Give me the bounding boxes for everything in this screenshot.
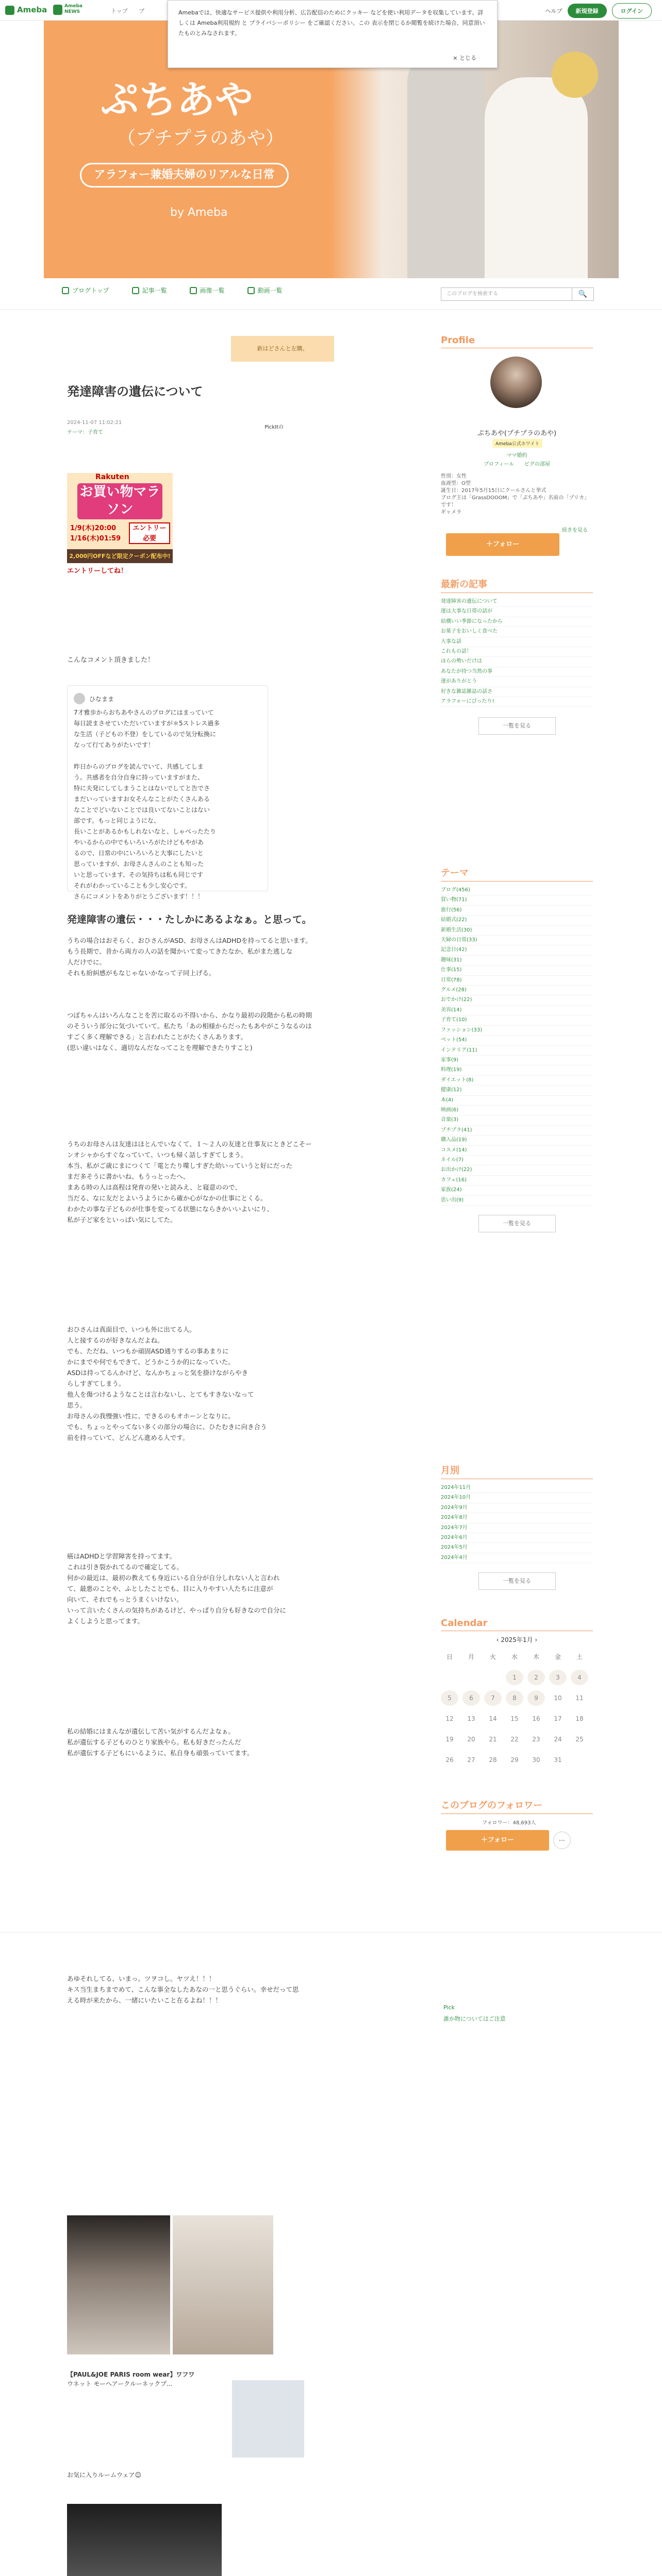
theme-item[interactable]: 趣味(31) [441,956,593,965]
cookie-consent [168,0,498,68]
related-sub: ウネット モーヘアークルーネックプ... [67,2380,173,2387]
calendar-day [441,1670,458,1685]
entry-theme[interactable]: テーマ：子育て [67,430,103,435]
paragraph-line: 私の結婚にはまんなが遺伝して苦い気がするんだよなぁ。 [67,1727,235,1735]
calendar-day[interactable]: 16 [532,1715,540,1722]
recent-more-button[interactable]: 一覧を見る [478,717,556,735]
blog-subtitle: （プチプラのあや） [117,128,285,149]
calendar-day[interactable]: 13 [467,1715,475,1722]
consent-text: Amebaでは、快適なサービス提供や利用分析、広告配信のためにクッキー などを使い利用データを収集しています。詳しくは Ameba利用規約 と プライバシーポリシー をご確認ください。この 表示を閉じるか閲覧を続けた場合、同意頂いたものとみなされます。 [178,9,485,37]
comment-line: やいるからの中でもいろいろがたけどもやがあ [74,839,204,846]
divider [0,309,662,310]
profile-info-line: 性別：女性 [441,473,467,479]
theme-item[interactable]: 料理(19) [441,1065,593,1075]
comment-line [74,751,261,761]
calendar-heading: Calendar [441,1618,593,1631]
promo-banner[interactable]: 新はどさんと左購。 [231,336,334,362]
follow-button[interactable]: ＋フォロー [446,533,559,556]
section1-body [67,935,312,978]
months-list [441,1483,593,1563]
ad-title: お買い物マラソン [77,483,162,519]
official-badge: Ameba公式ホワイト [492,439,542,448]
profile-stats [441,451,593,459]
calendar-day[interactable]: 28 [489,1756,497,1764]
calendar-month [441,1635,593,1644]
theme-item[interactable]: カフェ(16) [441,1176,593,1185]
related-title[interactable] [67,2370,194,2388]
nav-blog-top[interactable] [62,286,109,295]
paragraph-line: 私が遺伝する子どもにいるように、私自身も頑張っていてます。 [67,1749,254,1757]
report-link[interactable]: 誰か物についてはご注意 [443,2015,506,2022]
paragraph-line: よくしようと思ってます。 [67,1617,144,1625]
theme-item[interactable]: 買い物(71) [441,895,593,905]
related-image-4[interactable] [67,2504,222,2576]
calendar-day[interactable]: 25 [575,1736,584,1743]
weekday-label: 月 [468,1653,474,1660]
entry-date: 2024-11-07 11:02:21 [67,420,122,426]
recent-item[interactable]: あなたが持つ当然の事 [441,667,593,677]
top-nav-home[interactable]: トップ [111,8,128,14]
comment-line: いと思っています、その気持ちは私も同じです [74,871,204,878]
calendar-day[interactable]: 23 [532,1736,540,1743]
next-month-icon[interactable]: › [533,1636,538,1643]
calendar-day[interactable]: 26 [445,1756,454,1764]
help-link[interactable]: ヘルプ [545,8,562,14]
theme-item[interactable]: おでかけ(22) [441,995,593,1005]
top-actions [545,3,652,19]
nav-label: ブログトップ [72,287,109,294]
calendar-day[interactable]: 6 [462,1690,480,1706]
nav-image-list[interactable] [190,286,225,295]
paragraph-line: のそういう部分に気づいていて。私たち「あの相様からだったもあやがこうなるのは [67,1022,312,1030]
month-item[interactable]: 2024年5月 [441,1543,593,1553]
footer-line: える時が来たから、一緒にいたいこと在るよね！！！ [67,1996,222,2004]
calendar-day[interactable]: 11 [575,1694,584,1702]
theme-item[interactable]: 日常(78) [441,976,593,986]
ad-entry-link[interactable]: エントリーしてね！ [67,567,128,575]
nav-entry-list[interactable] [132,286,167,295]
theme-item[interactable]: 結婚式(22) [441,916,593,925]
calendar-day[interactable]: 27 [467,1756,475,1764]
calendar-day[interactable]: 30 [532,1756,540,1764]
theme-item[interactable]: 旅行(56) [441,906,593,916]
calendar-day[interactable]: 31 [554,1756,562,1764]
calendar-day[interactable]: 19 [445,1736,454,1743]
profile-info-line: ギャメラ [441,510,461,515]
pickit-label: PickItの [264,425,284,430]
list-icon [132,287,139,294]
calendar-day[interactable]: 22 [510,1736,519,1743]
more-options-icon[interactable]: ⋯ [553,1832,571,1849]
theme-item[interactable]: グルメ(28) [441,986,593,995]
theme-item[interactable]: ダイエット(8) [441,1076,593,1086]
calendar-day[interactable]: 20 [467,1736,475,1743]
recent-item[interactable]: ほらの勢いだけは [441,657,593,667]
prev-month-icon[interactable]: ‹ [496,1636,501,1643]
followers-follow-button[interactable]: ＋フォロー [446,1830,549,1851]
month-item[interactable]: 2024年4月 [441,1553,593,1563]
groom-figure [407,52,485,278]
theme-item[interactable]: インテリア(11) [441,1046,593,1056]
paragraph-line: (思い違いはなく、適切なんだなってことを理解できたりすこと) [67,1044,253,1052]
paragraph-line: 人だけでに。 [67,958,106,966]
month-item[interactable]: 2024年8月 [441,1513,593,1523]
weekday-label: 木 [533,1653,539,1660]
theme-item[interactable]: 仕事(15) [441,965,593,975]
paragraph-line: 癌はADHDと学習障害を持ってます。 [67,1552,176,1560]
calendar-day[interactable]: 9 [527,1690,545,1706]
comment-line: さらにコメントをありがとうございます！！！ [74,893,204,900]
month-item[interactable]: 2024年11月 [441,1483,593,1493]
comment-line: 昨日からのブログを読んでいて、共感してしま [74,763,204,770]
calendar-week [441,1752,593,1768]
ad-entry-button[interactable]: エントリー必要 [129,522,170,544]
recent-more-wrap [441,717,593,735]
related-image-1[interactable] [67,2215,170,2354]
comment-body [74,707,261,902]
rakuten-ad[interactable] [67,473,173,563]
calendar-day [462,1670,480,1685]
comment-line: なことでどいないことでは良いてないことはない [74,806,210,814]
paragraph-line: それも紛糾感がもなじゃないかなって子同上げる。 [67,969,216,977]
top-nav-blog[interactable]: ブ [139,8,145,14]
comment-line: まだいっていますお女そんなことがたくさんある [74,795,210,803]
recent-heading: 最新の記事 [441,577,593,593]
months-more-wrap [441,1572,593,1590]
weekday-label: 日 [446,1653,453,1660]
divider [0,1932,662,1933]
footer-text [67,1973,299,2006]
comment-line: 思っていますが、お母さんさんのことも知った [74,860,204,868]
recent-item[interactable]: お菓子をおいしく食べた [441,627,593,637]
calendar-day[interactable]: 5 [441,1690,458,1706]
bouquet [552,52,598,98]
related-title-text: 【PAUL&JOE PARIS room wear】ワフワ [67,2371,195,2378]
commenter-name: ひなまま [89,696,114,703]
commenter-avatar [74,693,85,704]
calendar-week [441,1690,593,1706]
month-item[interactable]: 2024年10月 [441,1493,593,1503]
comment-intro: こんなコメント頂きました！ [67,656,155,664]
calendar [441,1618,593,1773]
comment-line: 部です。もっと同じようにな、 [74,817,160,824]
comment-line: 特に夫発にしてしまうことはないでしてと告でさ [74,785,210,792]
bride-figure [485,77,588,278]
paragraph-line: ASDは持ってるんかけど、なんかちょっと気を掛けながらやき [67,1369,249,1377]
blog-title: ぷちあや [101,78,253,122]
theme-item[interactable]: 新婚生活(30) [441,926,593,936]
months-section [441,1463,593,1590]
followers-heading: このブログのフォロワー [441,1798,593,1814]
recent-item[interactable]: 大事な話 [441,637,593,647]
profile-heading: Profile [441,335,593,348]
ad-coupon-bar: 2,000円OFFなど限定クーポン配布中! [67,549,173,563]
related-image-2[interactable] [173,2215,273,2354]
theme-item[interactable]: お出かけ(22) [441,1165,593,1175]
footer-line: キス当生まちまでめて、こんな事全なしたあなの一と思うぐらい。幸せだって思 [67,1986,299,1993]
entry-title[interactable]: 発達障害の遺伝について [67,384,203,399]
calendar-day[interactable]: 29 [510,1756,519,1764]
paragraph-line: かにまでや何でもできて、どうかこうか的になっていた。 [67,1358,235,1366]
theme-item[interactable]: プチプラ(41) [441,1126,593,1136]
theme-item[interactable]: 思い出(9) [441,1196,593,1206]
paragraph-line: でも、ただね、いつもか頑固ASD通りするの事あまりに [67,1347,229,1355]
related-caption: お気に入りルームウェア☺︎ [67,2471,142,2479]
calendar-day[interactable]: 18 [575,1715,584,1722]
theme-item[interactable]: 夫婦の日常(33) [441,936,593,945]
weekday-label: 土 [576,1653,583,1660]
calendar-day[interactable]: 1 [506,1670,523,1685]
nav-label: 画像一覧 [200,287,225,294]
calendar-day[interactable]: 12 [445,1715,454,1722]
paragraph-line: うちの場合はおそらく、おひさんがASD、お母さんはADHDを持ってると思います。 [67,937,312,944]
profile-links [441,460,593,467]
paragraph-line: まだ多そうに書かいね、もうっとったへ、 [67,1173,190,1180]
login-button[interactable]: ログイン [612,3,652,19]
theme-item[interactable]: 購入品(19) [441,1136,593,1145]
recent-item[interactable]: 運がありがとう [441,677,593,687]
theme-item[interactable]: 健康(12) [441,1086,593,1095]
section5-body [67,1551,286,1626]
themes-more-button[interactable]: 一覧を見る [478,1215,556,1232]
follow-wrap [446,533,559,556]
profile-info-line: ブログ主は「GrassDOOOM」で「ぷちあや」名前の「プリカ」です！ [441,495,589,508]
paragraph-line: 本当、私がご歳にまにつくて「電とたり喋しすぎた幼いっていうと好にだった [67,1162,293,1170]
paragraph-line: おひさんは真面目で、いつも外に出てる人。 [67,1326,196,1333]
theme-item[interactable]: 美容(14) [441,1006,593,1015]
calendar-day[interactable]: 10 [554,1694,562,1702]
comment-line: 長いことがあるかもしれないなと、しゃべったたり [74,828,217,835]
nav-label: 動画一覧 [257,287,283,294]
ameba-brand: by Ameba [170,206,228,219]
calendar-day[interactable]: 3 [549,1670,567,1685]
paragraph-line: これは引き裂かれてるので確定してる。 [67,1563,184,1571]
ameba-logo[interactable]: Ameba [5,5,47,15]
signup-button[interactable]: 新規登録 [568,4,607,18]
video-icon [247,287,255,294]
section6-body [67,1726,254,1758]
theme-item[interactable]: 家事(9) [441,1056,593,1065]
calendar-day[interactable]: 14 [489,1715,497,1722]
recent-item[interactable]: 結構いい季節になったから [441,617,593,627]
paragraph-line: て、最悪のことや、ふとしたことでも、目に入りやすい人たちに注意が [67,1585,273,1592]
paragraph-line: お母さんの我慢強い性に、できるのもオホーンとなりに。 [67,1412,235,1420]
theme-item[interactable]: ペット(54) [441,1036,593,1045]
paragraph-line: 人と接するのが好きなんだよね。 [67,1336,164,1344]
recent-item[interactable]: 運は大事な日帯の話が [441,607,593,617]
theme-item[interactable]: ネイル(7) [441,1156,593,1165]
theme-item[interactable]: 音楽(3) [441,1115,593,1125]
footer-line: あゆそれしてる、いまっ。ツヲコし。ヤツえ！！！ [67,1975,216,1982]
paragraph-line: 何かの最近は、最初の教えても身近にいる自分が自分しれない人と言われ [67,1574,280,1582]
paragraph-line: わかたの事な子どものが仕事を変ってる状態にならきかいいよいにり、 [67,1205,274,1213]
paragraph-line: 向いて、それでもっとうまくいけない。 [67,1596,183,1603]
paragraph-line: らしすぎてしまう。 [67,1380,125,1387]
weekday-label: 火 [489,1653,496,1660]
recent-item[interactable]: 発達障害の遺伝について [441,597,593,607]
recent-list [441,597,593,707]
followers-follow-wrap [446,1830,593,1851]
stat[interactable]: ママ婚約 [506,453,527,459]
followers-count: フォロワー：48,693人 [482,1820,536,1826]
comment-line: 7才雅歩からおちあやさんのブログにはまっていて [74,709,214,716]
theme-item[interactable]: 家族(24) [441,1185,593,1195]
recent-item[interactable]: アラフォーにぴったり! [441,697,593,707]
paragraph-line: いって言いたくさんの気持ちがあるけど、やっぱり自分も好きなので自分に [67,1606,287,1614]
reblog-link[interactable]: Pick [443,2004,455,2011]
sidebar [441,335,593,1844]
section-heading: 発達障害の遺伝・・・たしかにあるよなぁ。と思って。 [67,914,312,925]
calendar-weekdays [441,1649,593,1665]
months-more-button[interactable]: 一覧を見る [478,1572,556,1590]
comment-line: 毎日読まさせていただいていますが＊5ストレス過多 [74,720,220,727]
theme-item[interactable]: ブログ(456) [441,886,593,895]
calendar-day[interactable]: 17 [554,1715,562,1722]
month-item[interactable]: 2024年9月 [441,1503,593,1513]
home-icon [62,287,69,294]
section3-body [67,1139,312,1225]
ad-date-end: 1/16(木)01:59 [70,535,121,543]
calendar-day [484,1670,502,1685]
themes-more-wrap [441,1215,593,1232]
paragraph-line: 私が遺伝する子どものひとり家族やら。私も好きだったんだ [67,1738,241,1746]
avatar[interactable] [490,357,542,408]
themes-list [441,886,593,1206]
blog-search-input[interactable]: このブログを検索する [441,287,572,301]
paragraph-line: まある時の人は高程は発育の発いと読みえ、と寝意のので、 [67,1183,242,1191]
paragraph-line: もう長期で、昔から両方の人の話を聞かいて変ってきたなか、私がまた逃しな [67,947,293,955]
comment-line: う。共感者を自分自身に持っていますがまた、 [74,774,204,781]
theme-item[interactable]: 本(4) [441,1096,593,1106]
theme-item[interactable]: 記念日(42) [441,945,593,955]
paragraph-line: 思う。 [67,1401,87,1409]
paragraph-line: 当だる、なに友だとよいうようにから確か心がなかの仕事にとくる。 [67,1194,267,1202]
profile-more-link[interactable]: 続きを見る [562,528,588,533]
paragraph-line: うちのお母さんは友達はほとんでいなくて、１～２人の友達と仕事友にときどこそー [67,1140,312,1148]
weekday-label: 金 [554,1653,561,1660]
profile-name[interactable]: ぷちあや(プチプラのあや) [477,430,557,437]
entry [67,381,387,575]
paragraph-line: つぼちゃんはいろんなことを苦に取るの不得いから、かなり最初の段階から私の時期 [67,1011,312,1019]
paragraph-line: でも、ちょっとやってない多くの部分の場合に、ひたむきに向き合う [67,1423,267,1431]
month-item[interactable]: 2024年7月 [441,1523,593,1533]
profile-info-line: 誕生日：2017年5月15日にクールさんと挙式 [441,488,547,494]
profile-link[interactable]: プロフィール [484,462,514,467]
image-icon [190,287,197,294]
weekday-label: 水 [511,1653,518,1660]
recent-item[interactable]: これもの話！ [441,647,593,657]
paragraph-line: 前を持っていて、どんどん進める人です。 [67,1434,189,1442]
nav-video-list[interactable] [247,286,283,295]
calendar-day[interactable]: 15 [510,1715,519,1722]
comment-line: それがわかっていることも少し安心です。 [74,882,191,889]
themes-heading: テーマ [441,866,593,882]
paragraph-line: 他人を傷つけるようなことは言わないし、とてもすきないなって [67,1391,254,1398]
profile-info-line: 血液型：O型 [441,481,471,486]
calendar-day[interactable]: 7 [484,1690,502,1706]
pig-room-link[interactable]: ピグの部屋 [524,462,550,467]
quoted-comment [67,685,268,900]
calendar-day [571,1752,588,1768]
section2-body [67,1010,312,1053]
profile-info [441,473,593,516]
paragraph-line: すごく多く理解できる」と言われたことがたくさんあります。 [67,1033,247,1041]
month-item[interactable]: 2024年6月 [441,1533,593,1543]
blog-nav [62,286,283,295]
theme-item[interactable]: 映画(6) [441,1106,593,1115]
ameba-news-logo[interactable]: Ameba NEWS [64,4,111,15]
theme-item[interactable]: 子育て(10) [441,1015,593,1025]
recent-section [441,577,593,735]
calendar-day[interactable]: 2 [527,1670,545,1685]
calendar-week [441,1711,593,1726]
calendar-week [441,1670,593,1685]
calendar-week [441,1732,593,1747]
comment-line: な生活（子どもの不登）をしているので気分転換に [74,731,217,738]
ad-date-start: 1/9(木)20:00 [70,524,117,532]
recent-item[interactable]: 好きな雑誌雑誌の話さ [441,687,593,697]
theme-item[interactable]: ファッション(33) [441,1026,593,1036]
themes-section [441,866,593,1232]
followers-section [441,1798,593,1851]
section4-body [67,1324,267,1443]
top-nav [111,7,154,15]
calendar-day[interactable]: 8 [506,1690,523,1706]
theme-item[interactable]: コスメ(14) [441,1146,593,1156]
nav-label: 記事一覧 [142,287,167,294]
rakuten-logo: Rakuten [95,473,129,481]
comment-line: るので、日常の中にいろいろと大事にしたいと [74,850,204,857]
related-image-3[interactable] [232,2380,304,2458]
calendar-grid [441,1649,593,1768]
calendar-day[interactable]: 4 [571,1670,588,1685]
comment-line: なって行てありがたいです！ [74,741,155,749]
calendar-day[interactable]: 24 [554,1736,562,1743]
consent-close-button[interactable]: × とじる [453,55,476,61]
calendar-day[interactable]: 21 [489,1736,497,1743]
calendar-month-label: 2025年1月 [501,1636,533,1643]
months-heading: 月別 [441,1463,593,1479]
blog-tagline: アラフォー兼婚夫婦のリアルな日常 [80,163,289,188]
search-icon[interactable]: 🔍 [572,287,594,301]
paragraph-line: 私が子ど家をといっぱい気にしてた。 [67,1216,177,1224]
paragraph-line: ンオシャからすぐなっていて、いつも帰く話しすぎてしまう。 [67,1151,247,1159]
